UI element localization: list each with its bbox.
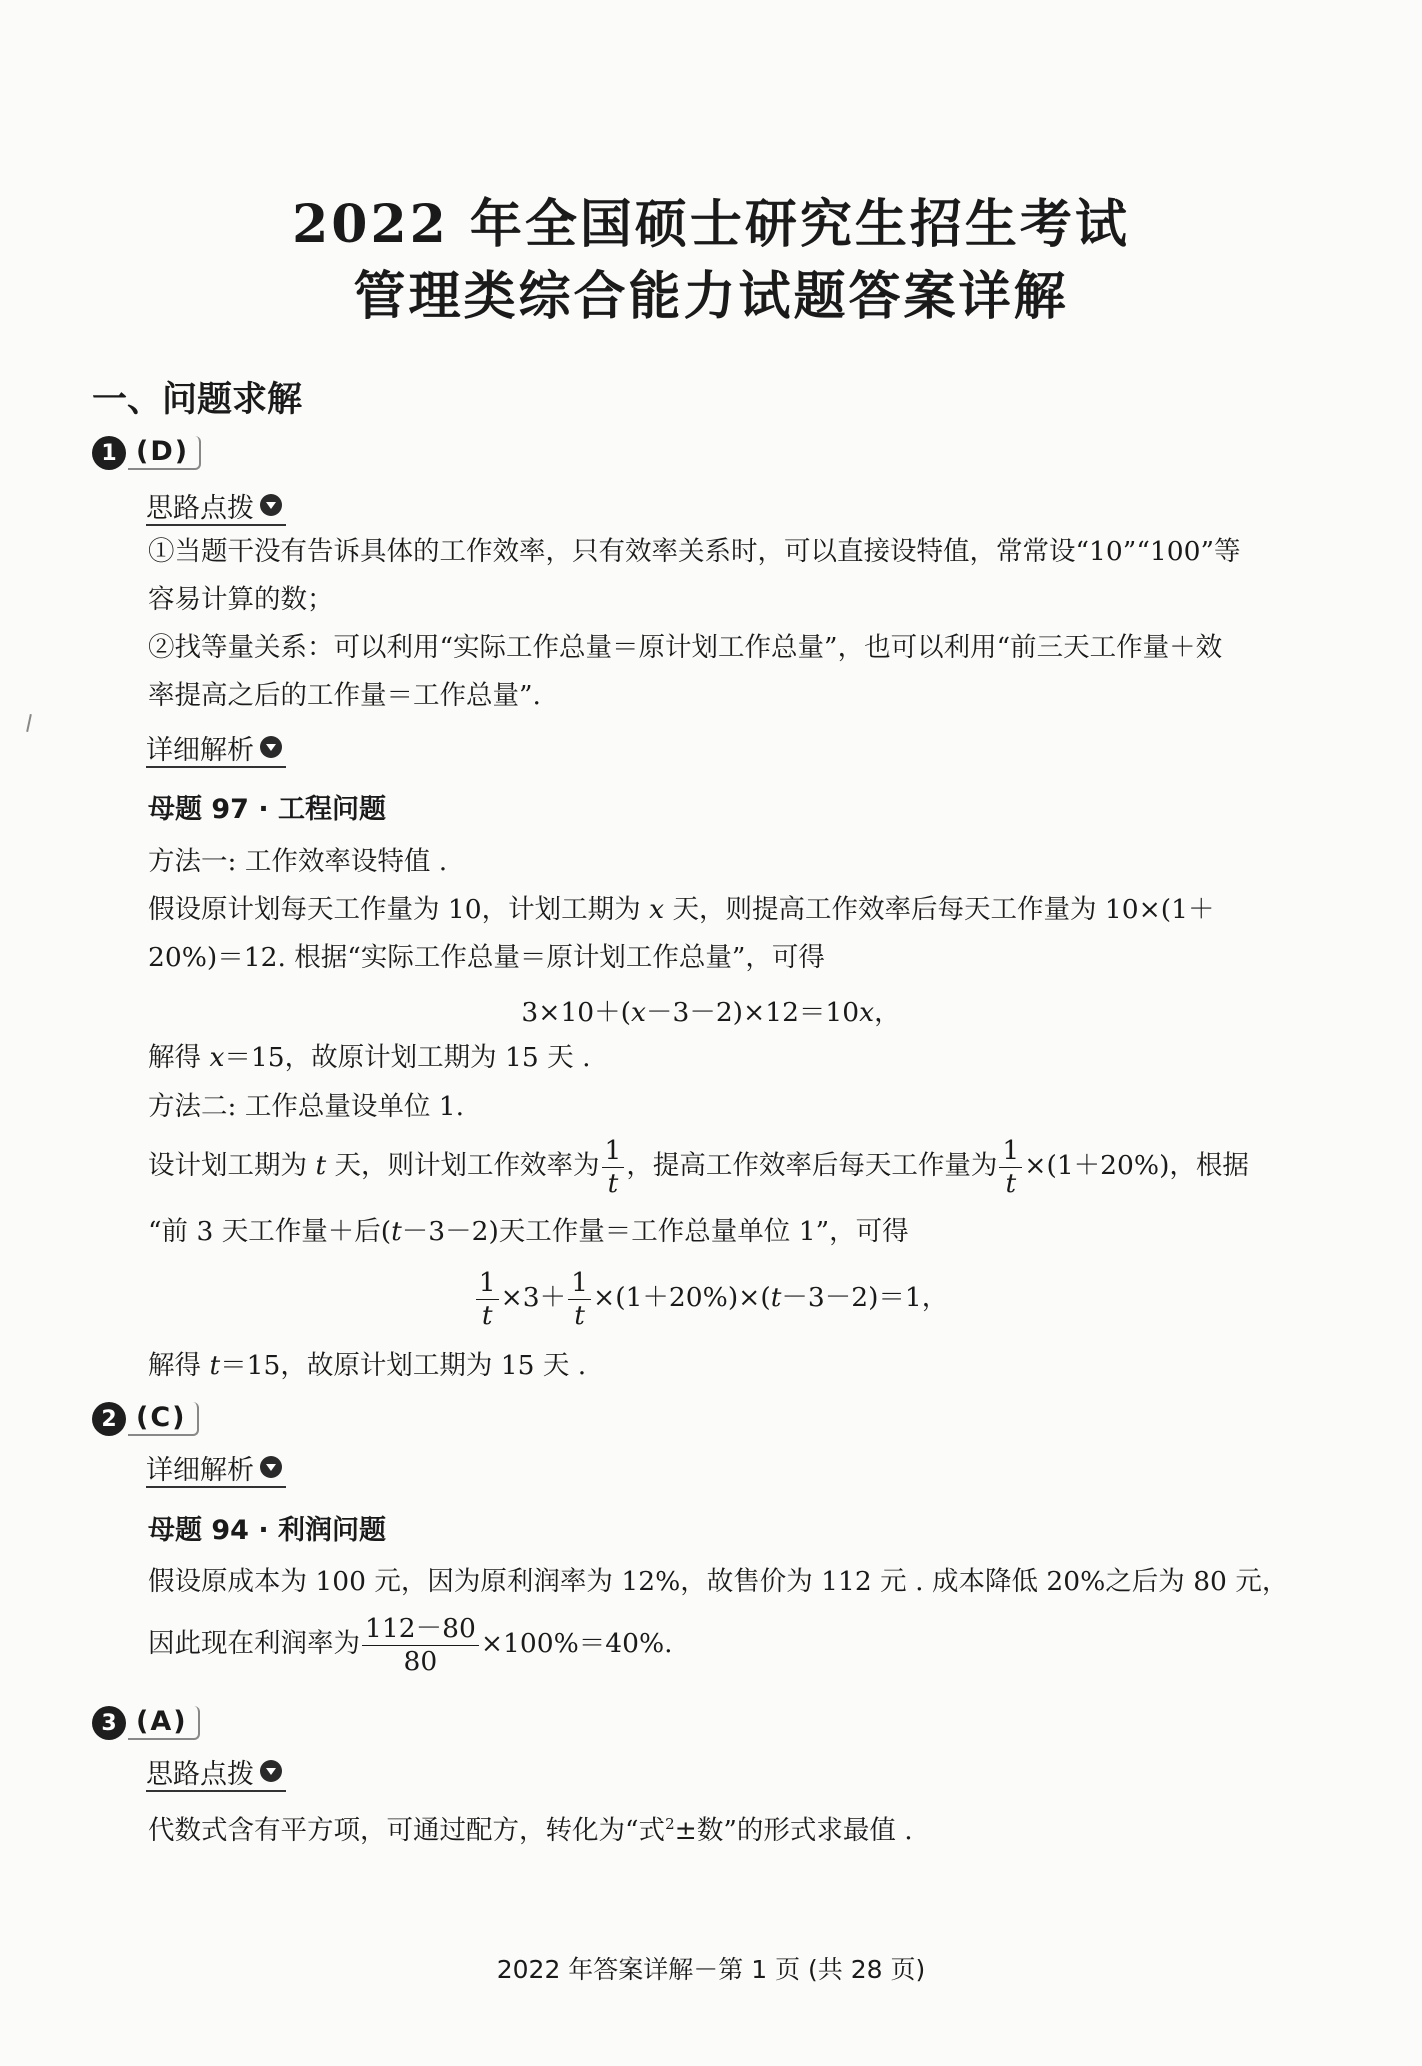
variable-t: t [209,1350,221,1381]
analysis-label-text: 详细解析 [146,1454,254,1486]
text-run: 解得 [148,1350,210,1381]
question-3-header [92,1704,200,1742]
variable-t: t [607,1167,619,1199]
text-run: ＝15，故原计划工期为 15 天 . [224,1042,591,1073]
method-1-title: 方法一: 工作效率设特值 . [148,846,448,877]
method-1-solution [148,1034,1298,1082]
variable-t: t [315,1150,327,1181]
question-answer: (C) [128,1402,199,1436]
text-run: 天，则提高工作效率后每天工作量为 10×(1＋ [664,894,1215,925]
text-run: 因此现在利润率为 [148,1628,360,1659]
fraction-denominator [999,1168,1022,1200]
hint-line: ①当题干没有告诉具体的工作效率，只有效率关系时，可以直接设特值，常常设“10”“100”等 [148,536,1241,567]
text-run: ，提高工作效率后每天工作量为 [626,1150,998,1181]
analysis-label [146,1448,286,1488]
fraction-numerator: 112－80 [362,1613,479,1646]
fraction-numerator: 1 [602,1135,625,1168]
text-run: ×3＋ [500,1282,567,1313]
page-title-line2: 管理类综合能力试题答案详解 [353,266,1069,327]
scan-mark [26,714,32,732]
fraction-1-over-t [568,1267,591,1332]
method-1-paragraph [148,886,1298,982]
text-run: ， [874,997,901,1028]
analysis-label [146,728,286,768]
question-answer: (A) [128,1706,200,1740]
variable-x: x [649,894,665,925]
chevron-down-icon [260,1760,282,1782]
fraction-denominator [568,1300,591,1332]
fraction-denominator: 80 [403,1645,438,1677]
chevron-down-icon [260,736,282,758]
fraction-1-over-t [476,1267,499,1332]
hint-label-text: 思路点拨 [146,492,254,524]
chevron-down-icon [260,1456,282,1478]
text-run: －3－2)×12＝10 [645,997,860,1028]
question-2-subtitle: 母题 94 · 利润问题 [148,1515,387,1546]
hint-paragraph [148,528,1298,720]
page-title-line1: 2022 年全国硕士研究生招生考试 [292,194,1130,255]
question-number-badge: 2 [92,1402,126,1436]
variable-t: t [574,1299,585,1331]
variable-x: x [209,1042,225,1073]
fraction-denominator [602,1168,625,1200]
question-2-line2 [148,1608,1298,1680]
variable-x: x [631,997,646,1028]
text-run: ±数”的形式求最值 . [674,1814,913,1846]
text-run: ×(1＋20%)×( [593,1282,771,1313]
fraction-1-over-t [999,1135,1022,1200]
variable-t: t [481,1299,493,1331]
hint-label [146,1752,286,1792]
text-run: －3－2)＝1， [781,1282,949,1313]
hint-label-text: 思路点拨 [146,1758,254,1790]
question-3-line1 [148,1800,1298,1855]
question-number-badge: 1 [92,436,126,470]
page-footer: 2022 年答案详解－第 1 页 (共 28 页) [496,1955,926,1984]
question-answer: (D) [128,436,201,470]
text-run: 解得 [148,1042,210,1073]
fraction-numerator: 1 [999,1135,1022,1168]
variable-t: t [770,1282,782,1313]
text-run: 代数式含有平方项，可通过配方，转化为“式 [148,1814,666,1846]
text-run: ×(1＋20%)，根据 [1024,1150,1249,1181]
text-run: 3×10＋( [521,997,631,1028]
fraction-numerator: 1 [476,1267,499,1300]
method-2-equation [0,1262,1422,1334]
question-number-badge: 3 [92,1706,126,1740]
text-run: 设计划工期为 [148,1150,316,1181]
fraction-1-over-t [602,1135,625,1200]
method-1-equation [0,990,1422,1029]
variable-t: t [1005,1167,1017,1199]
fraction-numerator: 1 [568,1267,591,1300]
text-run: 假设原计划每天工作量为 10，计划工期为 [148,894,650,925]
method-2-title: 方法二: 工作总量设单位 1. [148,1091,465,1122]
fraction-profit [362,1613,479,1678]
text-run: ×100%＝40%. [480,1628,673,1659]
chevron-down-icon [260,494,282,516]
question-2-header [92,1400,199,1438]
text-run: “前 3 天工作量＋后( [148,1216,392,1247]
hint-label [146,486,286,526]
method-2-line1 [148,1130,1298,1202]
question-1-header [92,434,201,472]
text-run: 天，则计划工作效率为 [326,1150,600,1181]
question-1-subtitle: 母题 97 · 工程问题 [148,794,387,825]
hint-line: 率提高之后的工作量＝工作总量”. [148,680,541,711]
hint-line: ②找等量关系：可以利用“实际工作总量＝原计划工作总量”，也可以利用“前三天工作量＋效 [148,632,1223,663]
method-2-line2 [148,1208,1298,1256]
text-run: ＝15，故原计划工期为 15 天 . [220,1350,587,1381]
variable-t: t [391,1216,402,1247]
text-run: －3－2)天工作量＝工作总量单位 1”，可得 [401,1216,909,1247]
question-2-line1: 假设原成本为 100 元，因为原利润率为 12%，故售价为 112 元 . 成本降低 20%之后为 80 元， [148,1566,1289,1597]
hint-line: 容易计算的数； [148,584,334,615]
analysis-label-text: 详细解析 [146,734,254,766]
method-2-solution [148,1342,1298,1390]
fraction-denominator [476,1300,499,1332]
section-heading: 一、问题求解 [92,380,303,420]
variable-x: x [859,997,875,1028]
text-run: 20%)＝12. 根据“实际工作总量＝原计划工作总量”，可得 [148,942,825,973]
superscript: 2 [665,1815,675,1833]
